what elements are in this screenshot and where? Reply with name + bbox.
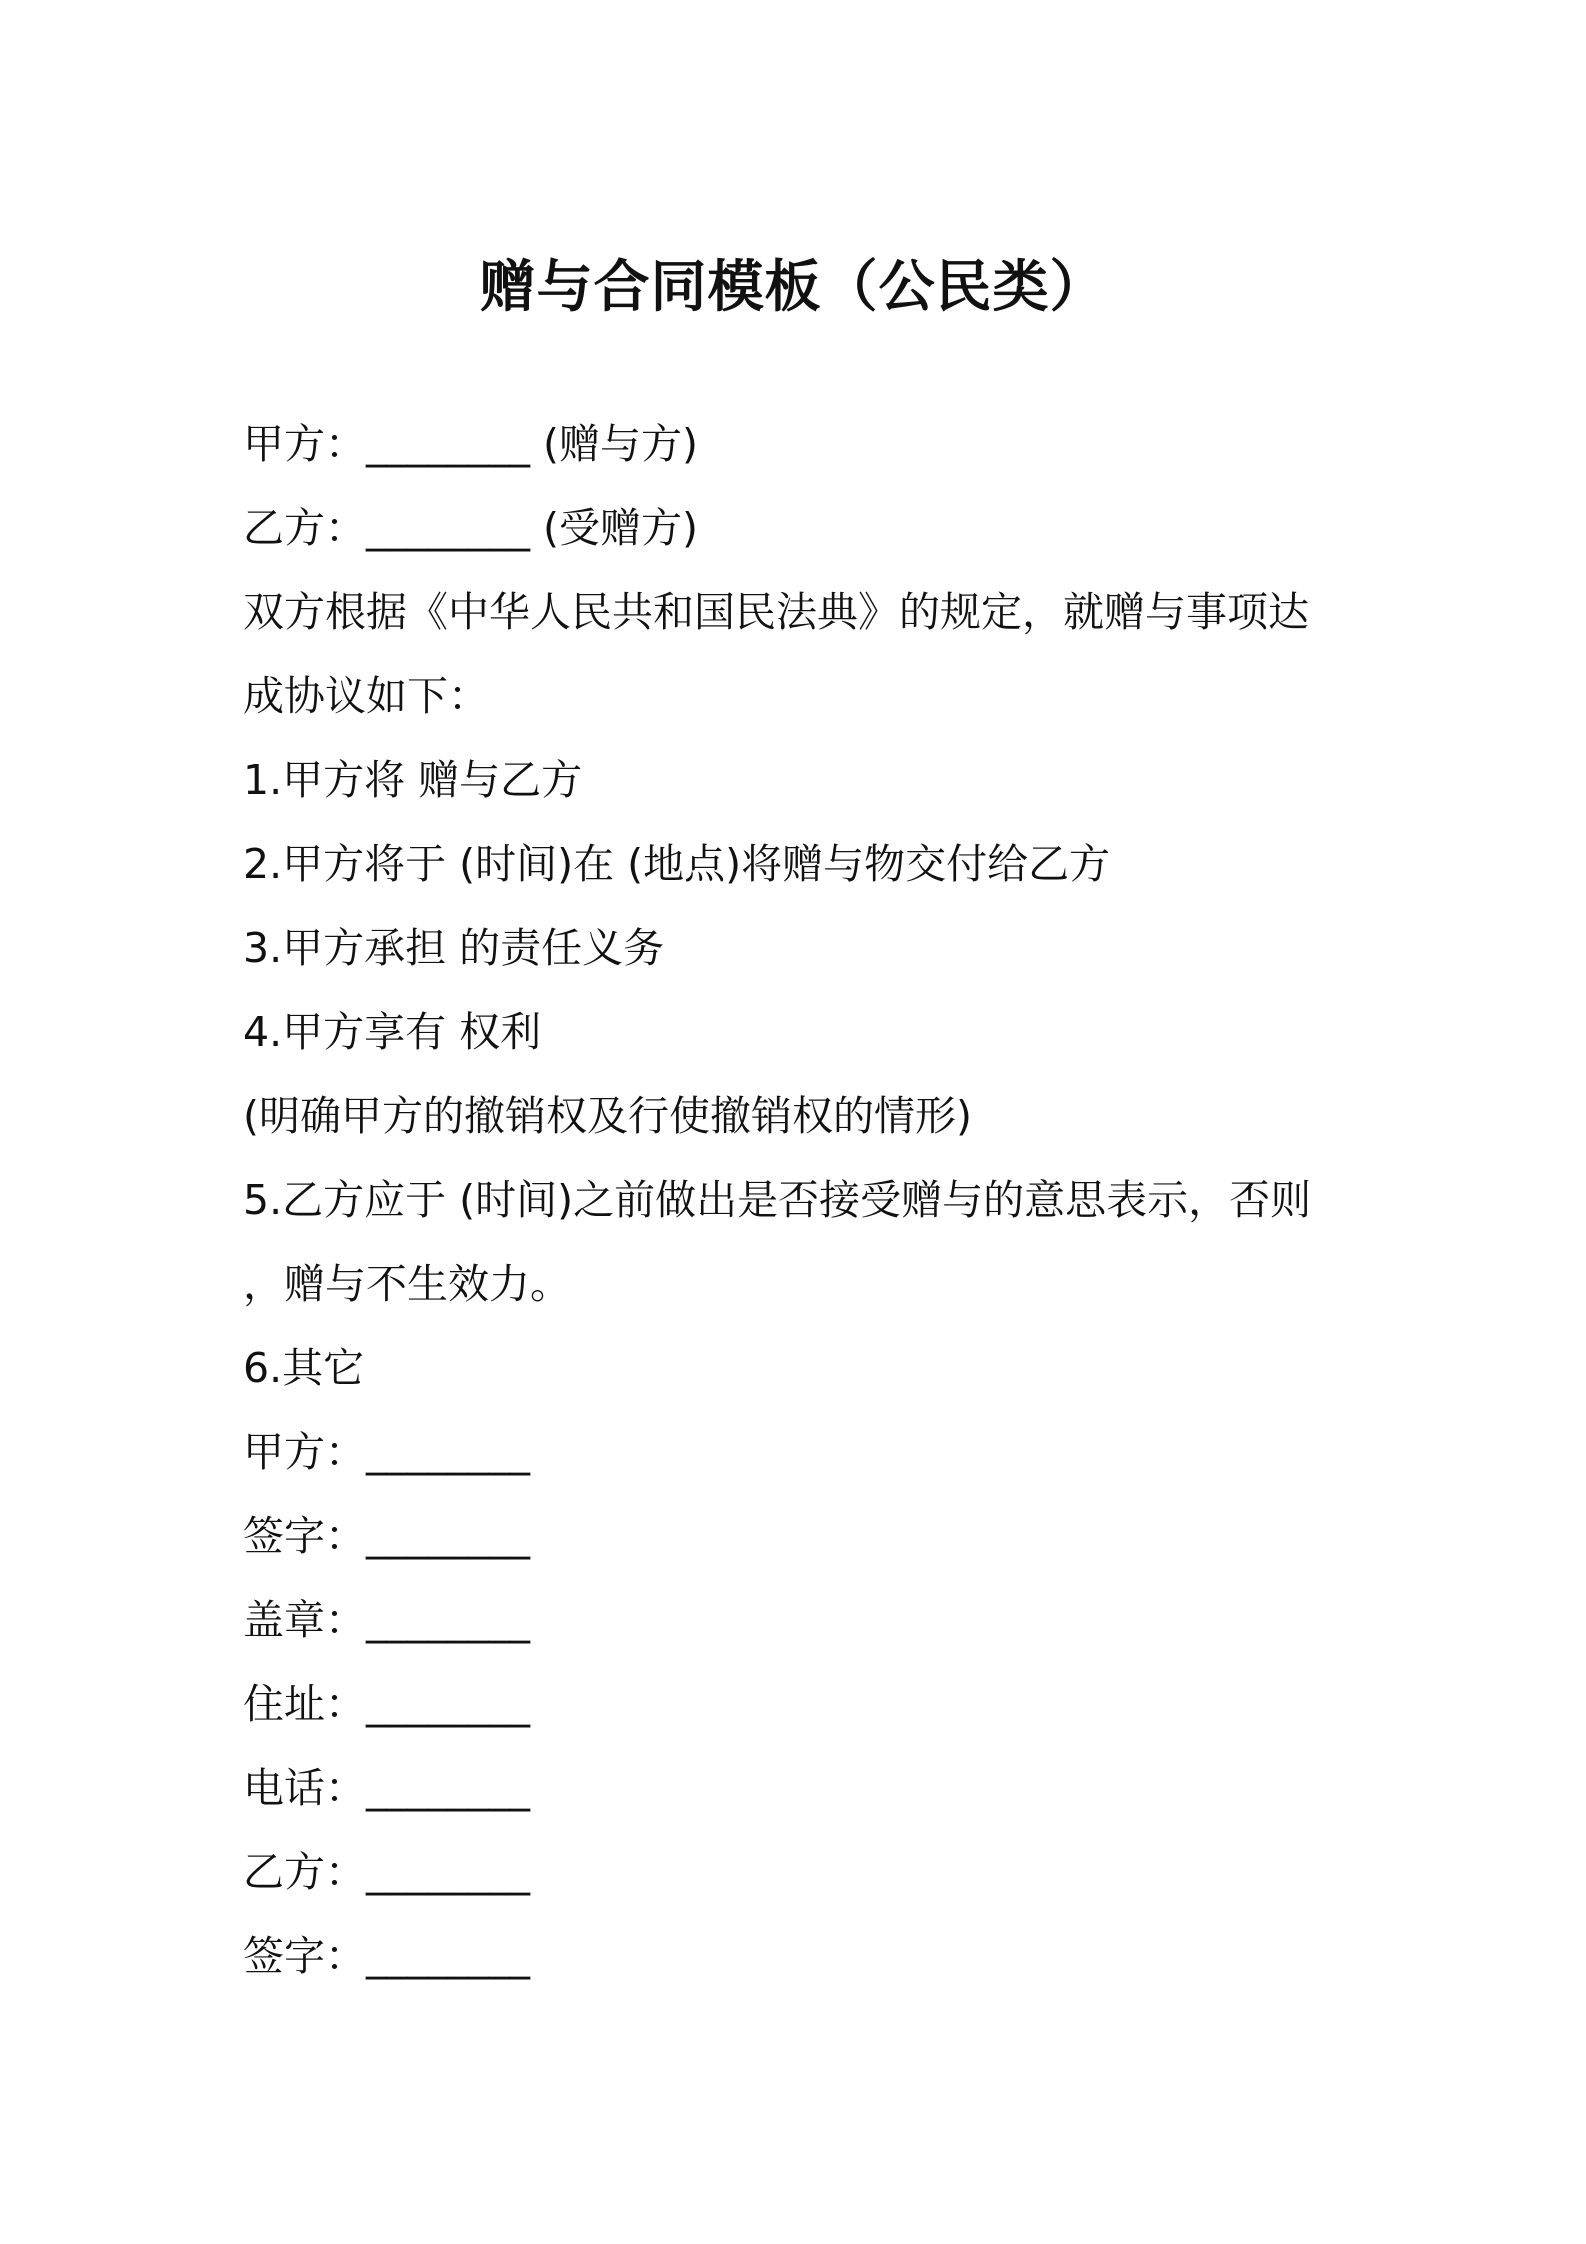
- clause-5-line-1: 5.乙方应于 (时间)之前做出是否接受赠与的意思表示，否则: [243, 1176, 1312, 1224]
- clause-4: 4.甲方享有 权利: [243, 1008, 542, 1056]
- document-title: 赠与合同模板（公民类）: [479, 255, 1107, 320]
- clause-1: 1.甲方将 赠与乙方: [243, 756, 583, 804]
- clause-5-line-2: ，赠与不生效力。: [243, 1260, 571, 1308]
- clause-2: 2.甲方将于 (时间)在 (地点)将赠与物交付给乙方: [243, 840, 1111, 888]
- signature-party-b: 乙方：________: [243, 1848, 530, 1896]
- signature-party-a-sign: 签字：________: [243, 1512, 530, 1560]
- preamble-line-2: 成协议如下：: [243, 672, 489, 720]
- document-body: [243, 402, 1363, 1998]
- signature-party-b-sign: 签字：________: [243, 1932, 530, 1980]
- preamble-line-1: 双方根据《中华人民共和国民法典》的规定，就赠与事项达: [243, 588, 1309, 636]
- signature-party-a-seal: 盖章：________: [243, 1596, 530, 1644]
- party-a-line: 甲方：________ (赠与方): [243, 420, 699, 468]
- clause-3: 3.甲方承担 的责任义务: [243, 924, 665, 972]
- signature-party-a-phone: 电话：________: [243, 1764, 530, 1812]
- signature-party-a-address: 住址：________: [243, 1680, 530, 1728]
- signature-party-a: 甲方：________: [243, 1428, 530, 1476]
- clause-6: 6.其它: [243, 1344, 365, 1392]
- party-b-line: 乙方：________ (受赠方): [243, 504, 699, 552]
- clause-4-note: (明确甲方的撤销权及行使撤销权的情形): [243, 1092, 972, 1140]
